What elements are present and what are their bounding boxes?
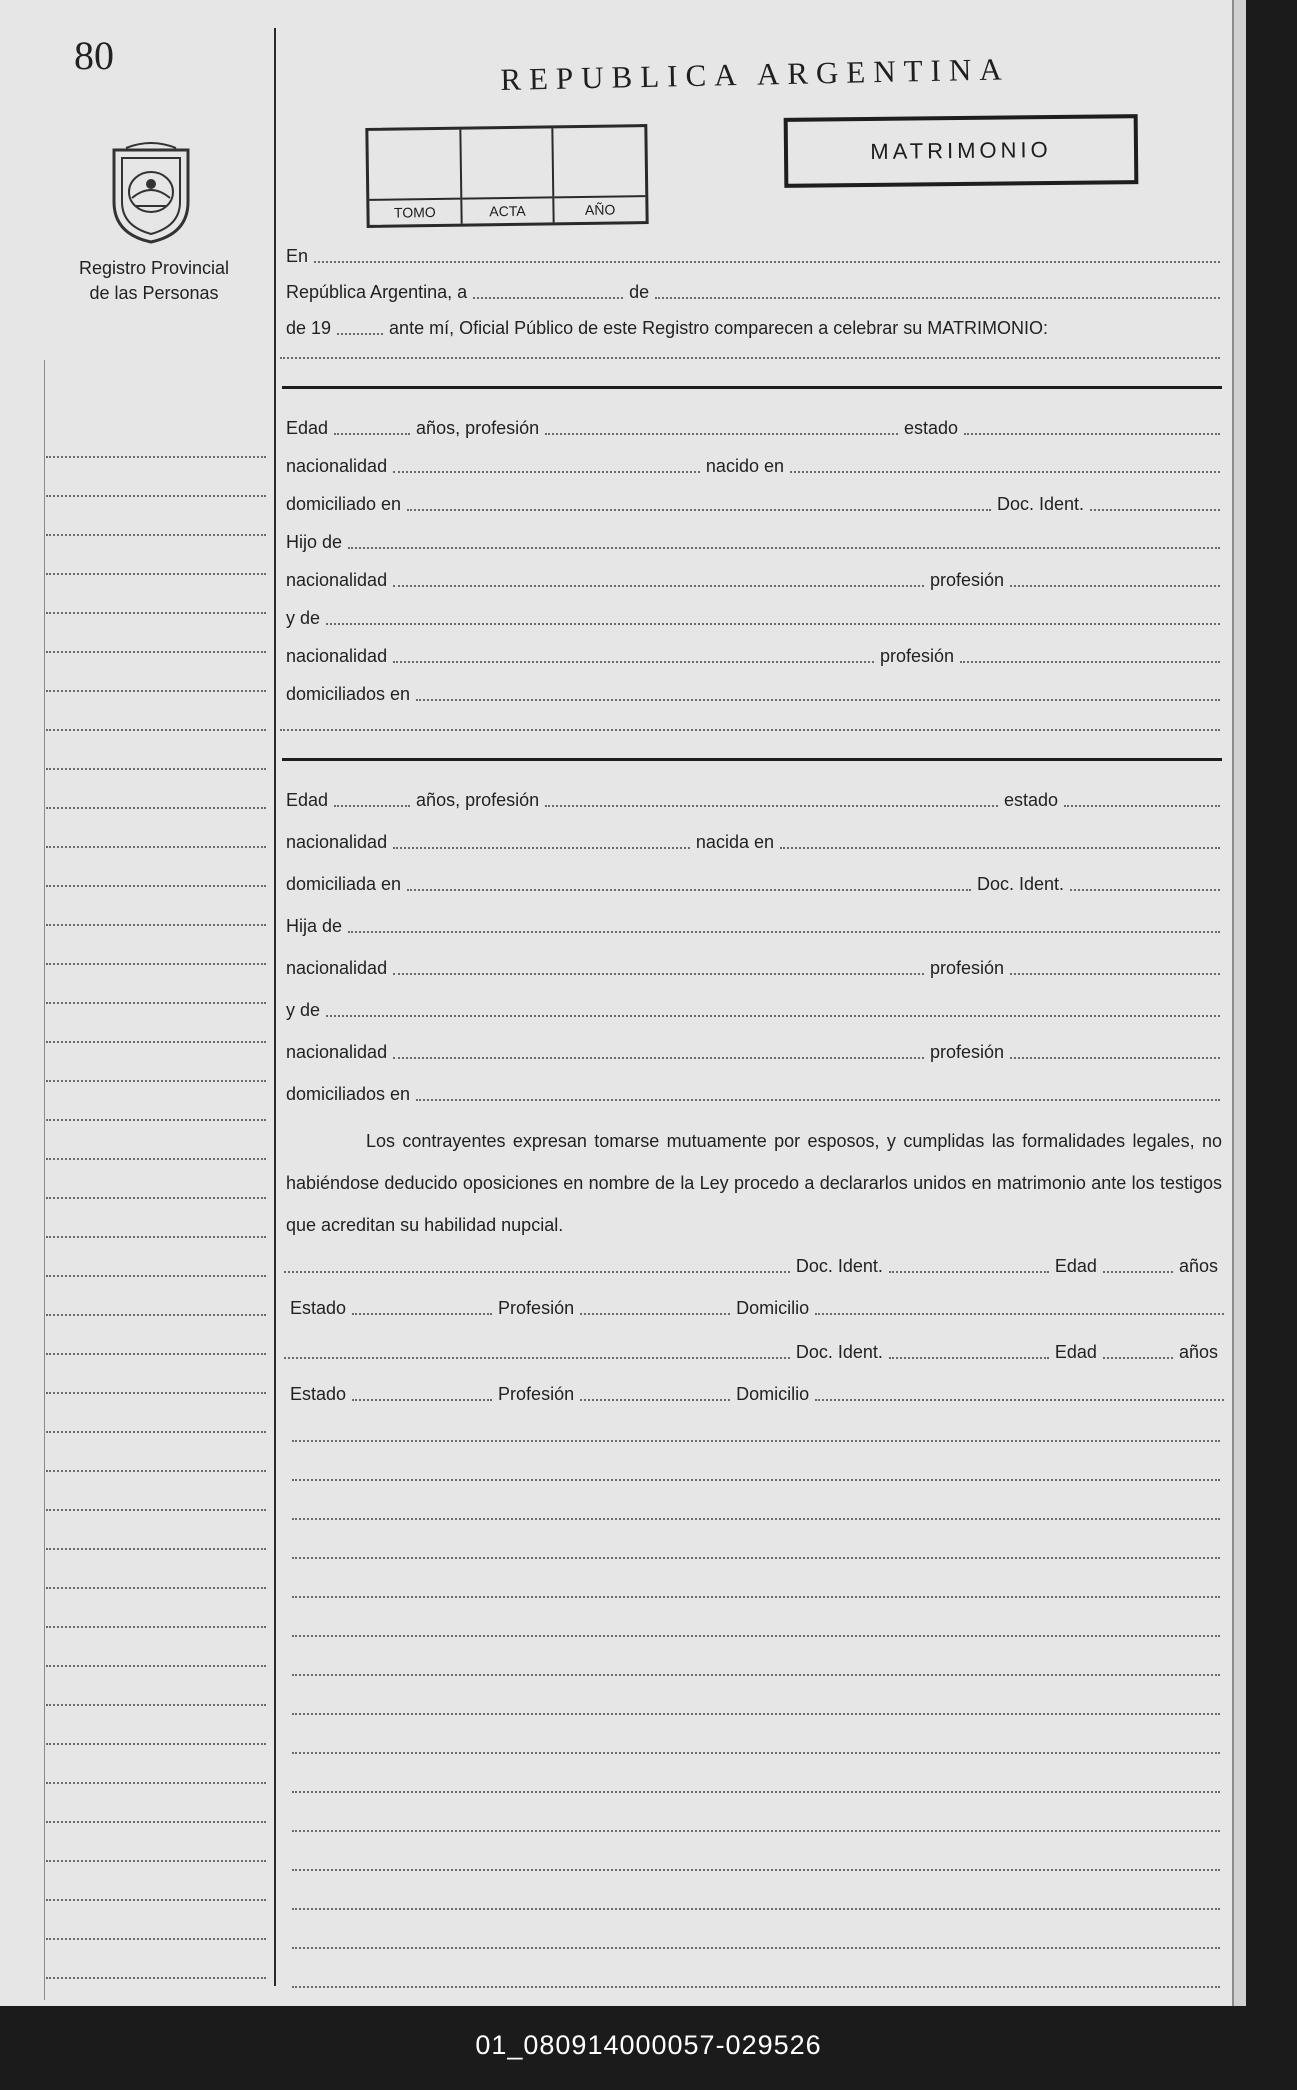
witness2-domicilio-field[interactable] <box>815 1398 1224 1401</box>
witness1-name-field[interactable] <box>284 1270 790 1273</box>
witness2-anos-label: años <box>1178 1342 1218 1362</box>
acta-cell[interactable] <box>461 128 555 223</box>
ano-cell[interactable] <box>554 127 646 222</box>
margin-note-line[interactable] <box>46 1431 266 1433</box>
margin-note-line[interactable] <box>46 1197 266 1199</box>
groom-hijo-row <box>280 532 1220 553</box>
column-divider <box>274 28 276 1986</box>
section-divider-groom <box>282 386 1222 389</box>
year-field[interactable] <box>337 332 383 335</box>
bride-father-nac-row <box>280 958 1220 979</box>
groom-nacido-field[interactable] <box>790 470 1220 473</box>
groom-domiciliado-label: domiciliado en <box>286 494 402 514</box>
margin-note-line[interactable] <box>46 1080 266 1082</box>
notes-line[interactable] <box>292 1752 1220 1754</box>
notes-line[interactable] <box>292 1908 1220 1910</box>
notes-line[interactable] <box>292 1947 1220 1949</box>
en-field[interactable] <box>314 260 1220 263</box>
witness1-estado-field[interactable] <box>352 1312 492 1315</box>
acta-label: ACTA <box>462 196 553 223</box>
bride-father-field[interactable] <box>348 930 1220 933</box>
margin-note-line[interactable] <box>46 690 266 692</box>
notes-line[interactable] <box>292 1830 1220 1832</box>
bride-anos-prof-label: años, profesión <box>416 790 540 810</box>
witness1-domicilio-field[interactable] <box>815 1312 1224 1315</box>
document-type-box: MATRIMONIO <box>784 114 1139 188</box>
notes-line[interactable] <box>292 1479 1220 1481</box>
notes-line[interactable] <box>292 1791 1220 1793</box>
groom-nacido-label: nacido en <box>705 456 784 476</box>
witness2-estado-label: Estado <box>290 1384 347 1404</box>
margin-note-line[interactable] <box>46 1392 266 1394</box>
margin-note-line[interactable] <box>46 651 266 653</box>
intro-ante-row <box>280 318 1220 339</box>
notes-line[interactable] <box>292 1557 1220 1559</box>
margin-note-line[interactable] <box>46 729 266 731</box>
margin-note-line[interactable] <box>46 1938 266 1940</box>
bride-mother-prof-label: profesión <box>929 1042 1004 1062</box>
witness2-name-field[interactable] <box>284 1356 790 1359</box>
page-edge <box>1232 0 1246 2006</box>
groom-domiciliado-field[interactable] <box>407 508 991 511</box>
ano-label: AÑO <box>555 195 646 222</box>
bride-estado-field[interactable] <box>1064 804 1220 807</box>
witness1-profesion-field[interactable] <box>580 1312 730 1315</box>
margin-note-line[interactable] <box>46 1470 266 1472</box>
groom-yde-row <box>280 608 1220 629</box>
groom-hijo-label: Hijo de <box>286 532 343 552</box>
witness2-doc-field[interactable] <box>889 1356 1049 1359</box>
bride-nacida-label: nacida en <box>695 832 774 852</box>
margin-note-line[interactable] <box>46 1977 266 1979</box>
witness2-edad-label: Edad <box>1054 1342 1097 1362</box>
margin-note-line[interactable] <box>46 1587 266 1589</box>
margin-note-line[interactable] <box>46 885 266 887</box>
notes-line[interactable] <box>292 1674 1220 1676</box>
notes-line[interactable] <box>292 1986 1220 1988</box>
groom-nacionalidad-field[interactable] <box>393 470 700 473</box>
margin-note-line[interactable] <box>46 1626 266 1628</box>
margin-note-line[interactable] <box>46 1275 266 1277</box>
groom-edad-row <box>280 418 1220 439</box>
bride-domiciliada-label: domiciliada en <box>286 874 402 894</box>
margin-note-line[interactable] <box>46 1119 266 1121</box>
en-label: En <box>286 246 309 266</box>
groom-mother-nac-label: nacionalidad <box>286 646 388 666</box>
notes-line[interactable] <box>292 1596 1220 1598</box>
notes-line[interactable] <box>292 1869 1220 1871</box>
ante-label: ante mí, Oficial Público de este Registro comparecen a celebrar su MATRIMONIO: <box>389 318 1048 338</box>
groom-nacionalidad-label: nacionalidad <box>286 456 388 476</box>
tomo-acta-ano-box <box>365 124 648 228</box>
tomo-label: TOMO <box>369 198 460 225</box>
bride-domicilio-row <box>280 874 1220 895</box>
bride-mother-nac-field[interactable] <box>393 1056 924 1059</box>
margin-note-line[interactable] <box>46 573 266 575</box>
bride-nacida-field[interactable] <box>780 846 1220 849</box>
month-field[interactable] <box>655 296 1220 299</box>
witness1-edad-field[interactable] <box>1103 1270 1173 1273</box>
bride-father-prof-field[interactable] <box>1010 972 1220 975</box>
day-field[interactable] <box>473 296 623 299</box>
witness2-details-row <box>284 1384 1224 1405</box>
bride-yde-row <box>280 1000 1220 1021</box>
registry-name <box>40 256 268 306</box>
margin-note-line[interactable] <box>46 534 266 536</box>
groom-mother-nac-row <box>280 646 1220 667</box>
intro-en-row <box>280 246 1220 267</box>
left-margin-rule <box>44 360 45 2000</box>
intro-republica-row <box>280 282 1220 303</box>
notes-line[interactable] <box>292 1713 1220 1715</box>
margin-note-line[interactable] <box>46 846 266 848</box>
witness1-estado-label: Estado <box>290 1298 347 1318</box>
witness2-profesion-label: Profesión <box>498 1384 575 1404</box>
margin-note-line[interactable] <box>46 1002 266 1004</box>
bride-edad-label: Edad <box>286 790 329 810</box>
bride-doc-field[interactable] <box>1070 888 1220 891</box>
bride-nacionalidad-field[interactable] <box>393 846 690 849</box>
groom-domiciliados-field[interactable] <box>416 698 1220 701</box>
groom-father-nac-row <box>280 570 1220 591</box>
margin-note-line[interactable] <box>46 807 266 809</box>
groom-mother-prof-label: profesión <box>879 646 954 666</box>
margin-note-line[interactable] <box>46 1236 266 1238</box>
witness2-estado-field[interactable] <box>352 1398 492 1401</box>
margin-note-line[interactable] <box>46 1782 266 1784</box>
groom-edad-field[interactable] <box>334 432 410 435</box>
margin-note-line[interactable] <box>46 1899 266 1901</box>
witness1-profesion-label: Profesión <box>498 1298 575 1318</box>
bride-nacionalidad-label: nacionalidad <box>286 832 388 852</box>
bride-mother-prof-field[interactable] <box>1010 1056 1220 1059</box>
margin-note-line[interactable] <box>46 963 266 965</box>
registry-line-2: de las Personas <box>89 283 219 303</box>
intro-extra-field[interactable] <box>280 356 1220 359</box>
witness1-doc-field[interactable] <box>889 1270 1049 1273</box>
notes-line[interactable] <box>292 1440 1220 1442</box>
margin-note-line[interactable] <box>46 1548 266 1550</box>
margin-note-line[interactable] <box>46 456 266 458</box>
bride-nacionalidad-row <box>280 832 1220 853</box>
bride-domiciliados-label: domiciliados en <box>286 1084 411 1104</box>
declaration-text: Los contrayentes expresan tomarse mutuamente por esposos, y cumplidas las formalidades legales, no habiéndose deducido oposiciones en nombre de la Ley procedo a declararlos unidos en matrimonio ante los testigos que acreditan su habilidad nupcial. <box>286 1131 1222 1235</box>
groom-domicilio-row <box>280 494 1220 515</box>
groom-domiciliados-label: domiciliados en <box>286 684 411 704</box>
bride-edad-row <box>280 790 1220 811</box>
witness1-details-row <box>284 1298 1224 1319</box>
bride-doc-label: Doc. Ident. <box>976 874 1064 894</box>
witness2-domicilio-label: Domicilio <box>736 1384 810 1404</box>
groom-mother-field[interactable] <box>326 622 1220 625</box>
groom-profesion-field[interactable] <box>545 432 898 435</box>
groom-father-nac-field[interactable] <box>393 584 924 587</box>
margin-note-line[interactable] <box>46 612 266 614</box>
groom-mother-nac-field[interactable] <box>393 660 874 663</box>
groom-father-prof-field[interactable] <box>1010 584 1220 587</box>
page-number: 80 <box>74 33 114 78</box>
bride-profesion-field[interactable] <box>545 804 998 807</box>
margin-note-line[interactable] <box>46 1665 266 1667</box>
margin-note-line[interactable] <box>46 1158 266 1160</box>
groom-yde-label: y de <box>286 608 321 628</box>
bride-estado-label: estado <box>1003 790 1058 810</box>
groom-edad-label: Edad <box>286 418 329 438</box>
witness2-profesion-field[interactable] <box>580 1398 730 1401</box>
republica-label: República Argentina, a <box>286 282 468 302</box>
de-label: de <box>629 282 650 302</box>
groom-mother-prof-field[interactable] <box>960 660 1220 663</box>
bride-domiciliada-field[interactable] <box>407 888 971 891</box>
groom-parents-domicilio-row <box>280 684 1220 705</box>
bride-domiciliados-field[interactable] <box>416 1098 1220 1101</box>
witness1-doc-label: Doc. Ident. <box>795 1256 883 1276</box>
declaration-paragraph <box>286 1120 1222 1246</box>
intro-extra-row <box>280 356 1220 363</box>
year-prefix-label: de 19 <box>286 318 332 338</box>
margin-note-line[interactable] <box>46 1743 266 1745</box>
margin-note-line[interactable] <box>46 1821 266 1823</box>
groom-nacionalidad-row <box>280 456 1220 477</box>
margin-note-line[interactable] <box>46 1314 266 1316</box>
groom-doc-label: Doc. Ident. <box>996 494 1084 514</box>
bride-hija-row <box>280 916 1220 937</box>
witness1-name-row <box>284 1256 1224 1277</box>
bride-mother-field[interactable] <box>326 1014 1220 1017</box>
groom-anos-prof-label: años, profesión <box>416 418 540 438</box>
bride-father-nac-label: nacionalidad <box>286 958 388 978</box>
registry-line-1: Registro Provincial <box>78 258 230 278</box>
margin-note-line[interactable] <box>46 1704 266 1706</box>
margin-note-line[interactable] <box>46 768 266 770</box>
margin-note-line[interactable] <box>46 924 266 926</box>
witness2-edad-field[interactable] <box>1103 1356 1173 1359</box>
tomo-cell[interactable] <box>368 130 462 225</box>
notes-line[interactable] <box>292 1635 1220 1637</box>
bride-edad-field[interactable] <box>334 804 410 807</box>
margin-note-line[interactable] <box>46 1353 266 1355</box>
margin-note-line[interactable] <box>46 495 266 497</box>
bride-parents-domicilio-row <box>280 1084 1220 1105</box>
witness1-anos-label: años <box>1178 1256 1218 1276</box>
margin-note-line[interactable] <box>46 1509 266 1511</box>
section-divider-bride <box>282 758 1222 761</box>
provincial-seal-icon <box>106 142 196 244</box>
witness2-name-row <box>284 1342 1224 1363</box>
margin-note-line[interactable] <box>46 1041 266 1043</box>
country-heading: REPUBLICA ARGENTINA <box>500 51 1011 97</box>
groom-extra-row <box>280 728 1220 735</box>
bride-mother-nac-row <box>280 1042 1220 1063</box>
witness1-edad-label: Edad <box>1054 1256 1097 1276</box>
groom-estado-label: estado <box>903 418 958 438</box>
witness1-domicilio-label: Domicilio <box>736 1298 810 1318</box>
groom-father-field[interactable] <box>348 546 1220 549</box>
bride-father-nac-field[interactable] <box>393 972 924 975</box>
groom-estado-field[interactable] <box>964 432 1220 435</box>
groom-father-prof-label: profesión <box>929 570 1004 590</box>
document-id-footer: 01_080914000057-029526 <box>475 2030 822 2060</box>
groom-doc-field[interactable] <box>1090 508 1220 511</box>
groom-father-nac-label: nacionalidad <box>286 570 388 590</box>
bride-hija-label: Hija de <box>286 916 343 936</box>
bride-father-prof-label: profesión <box>929 958 1004 978</box>
bride-mother-nac-label: nacionalidad <box>286 1042 388 1062</box>
margin-note-line[interactable] <box>46 1860 266 1862</box>
groom-extra-field[interactable] <box>280 728 1220 731</box>
bride-yde-label: y de <box>286 1000 321 1020</box>
notes-line[interactable] <box>292 1518 1220 1520</box>
witness2-doc-label: Doc. Ident. <box>795 1342 883 1362</box>
